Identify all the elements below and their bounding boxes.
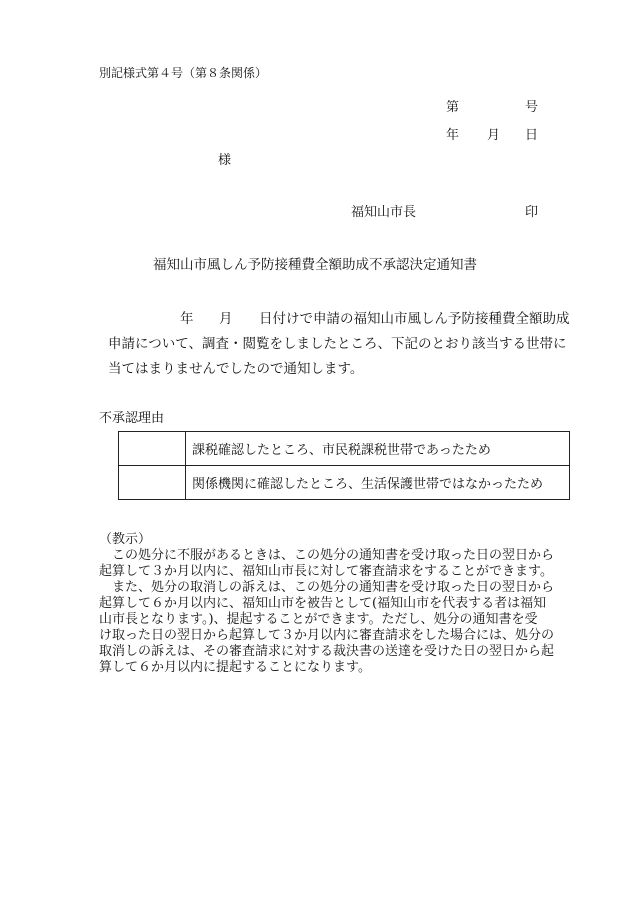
body-month-label: 月 <box>219 311 233 327</box>
reasons-heading: 不承認理由 <box>99 411 165 426</box>
notice-heading: （教示） <box>99 532 152 547</box>
notice-line: 山市長となります。)、提起することができます。ただし、処分の通知書を受 <box>99 612 538 627</box>
body-line-3: 当てはまりませんでしたので通知します。 <box>108 361 364 377</box>
notice-line: 起算して６か月以内に、福知山市を被告として(福知山市を代表する者は福知 <box>99 596 547 611</box>
doc-number-suffix: 号 <box>525 100 539 115</box>
notice-line: この処分に不服があるときは、この処分の通知書を受け取った日の翌日から <box>99 548 555 563</box>
table-row <box>119 432 570 466</box>
date-month-label: 月 <box>487 128 501 143</box>
notice-line: け取った日の翌日から起算して３か月以内に審査請求をした場合には、処分の <box>99 628 555 643</box>
reason-text: 課税確認したところ、市民税課税世帯であったため <box>186 432 570 466</box>
notice-line: 算して６か月以内に提起することになります。 <box>99 660 371 675</box>
checkbox-cell <box>119 466 186 500</box>
body-year-label: 年 <box>180 311 194 327</box>
form-label: 別記様式第４号（第８条関係） <box>99 66 268 80</box>
checkbox-cell <box>119 432 186 466</box>
notice-line: 起算して３か月以内に、福知山市長に対して審査請求をすることができます。 <box>99 564 553 579</box>
sender-name: 福知山市長 <box>351 205 417 220</box>
document-title: 福知山市風しん予防接種費全額助成不承認決定通知書 <box>153 257 477 273</box>
body-line-2: 申請について、調査・閲覧をしましたところ、下記のとおり該当する世帯に <box>108 336 567 352</box>
doc-number-prefix: 第 <box>446 100 460 115</box>
reasons-table <box>118 431 570 500</box>
notice-section <box>99 532 579 676</box>
addressee-suffix: 様 <box>218 153 232 168</box>
table-row <box>119 466 570 500</box>
seal-mark: 印 <box>525 205 539 220</box>
body-line-1: 日付けで申請の福知山市風しん予防接種費全額助成 <box>259 311 570 327</box>
notice-line: また、処分の取消しの訴えは、この処分の通知書を受け取った日の翌日から <box>99 580 555 595</box>
date-year-label: 年 <box>446 128 460 143</box>
notice-line: 取消しの訴えは、その審査請求に対する裁決書の送達を受けた日の翌日から起 <box>99 644 555 659</box>
reason-text: 関係機関に確認したところ、生活保護世帯ではなかったため <box>186 466 570 500</box>
date-day-label: 日 <box>525 128 539 143</box>
